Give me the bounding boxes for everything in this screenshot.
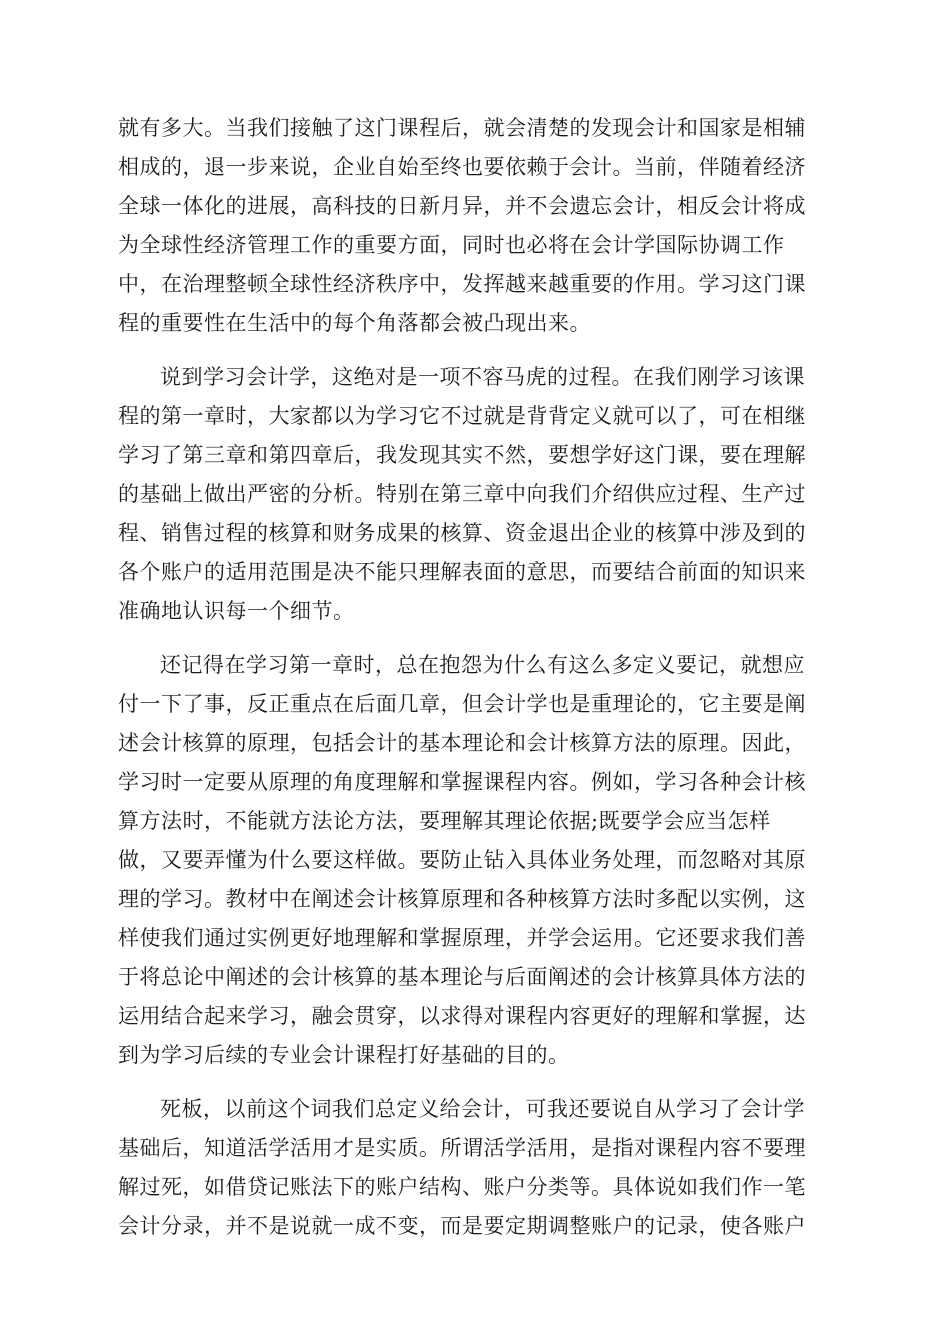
text-line: 到为学习后续的专业会计课程打好基础的目的。 [118, 1043, 570, 1067]
text-line: 全球一体化的进展，高科技的日新月异，并不会遗忘会计，相反会计将成 [118, 194, 806, 218]
text-line: 为全球性经济管理工作的重要方面，同时也必将在会计学国际协调工作 [118, 233, 785, 257]
text-line: 程的第一章时，大家都以为学习它不过就是背背定义就可以了，可在相继 [118, 404, 806, 428]
text-line: 各个账户的适用范围是决不能只理解表面的意思，而要结合前面的知识来 [118, 560, 806, 584]
text-line: 程的重要性在生活中的每个角落都会被凸现出来。 [118, 311, 591, 335]
text-line: 的基础上做出严密的分析。特别在第三章中向我们介绍供应过程、生产过 [118, 482, 806, 506]
text-line: 解过死，如借贷记账法下的账户结构、账户分类等。具体说如我们作一笔 [118, 1175, 806, 1199]
text-line: 算方法时，不能就方法论方法，要理解其理论依据;既要学会应当怎样 [118, 809, 771, 833]
text-line: 就有多大。当我们接触了这门课程后，就会清楚的发现会计和国家是相辅 [118, 116, 806, 140]
text-line: 程、销售过程的核算和财务成果的核算、资金退出企业的核算中涉及到的 [118, 521, 806, 545]
text-line: 准确地认识每一个细节。 [118, 599, 355, 623]
text-line: 中，在治理整顿全球性经济秩序中，发挥越来越重要的作用。学习这门课 [118, 272, 806, 296]
text-line: 述会计核算的原理，包括会计的基本理论和会计核算方法的原理。因此， [118, 731, 806, 755]
text-line: 付一下了事，反正重点在后面几章，但会计学也是重理论的，它主要是阐 [118, 692, 806, 716]
text-line: 学习了第三章和第四章后，我发现其实不然，要想学好这门课，要在理解 [118, 443, 806, 467]
text-line: 还记得在学习第一章时，总在抱怨为什么有这么多定义要记，就想应 [160, 653, 805, 677]
text-line: 于将总论中阐述的会计核算的基本理论与后面阐述的会计核算具体方法的 [118, 965, 806, 989]
text-line: 相成的，退一步来说，企业自始至终也要依赖于会计。当前，伴随着经济 [118, 155, 806, 179]
text-line: 说到学习会计学，这绝对是一项不容马虎的过程。在我们刚学习该课 [160, 365, 805, 389]
text-line: 样使我们通过实例更好地理解和掌握原理，并学会运用。它还要求我们善 [118, 926, 806, 950]
text-line: 死板，以前这个词我们总定义给会计，可我还要说自从学习了会计学 [160, 1097, 805, 1121]
text-line: 会计分录，并不是说就一成不变，而是要定期调整账户的记录，使各账户 [118, 1214, 806, 1238]
text-line: 基础后，知道活学活用才是实质。所谓活学活用，是指对课程内容不要理 [118, 1136, 806, 1160]
text-line: 做，又要弄懂为什么要这样做。要防止钻入具体业务处理，而忽略对其原 [118, 848, 806, 872]
text-line: 运用结合起来学习，融会贯穿，以求得对课程内容更好的理解和掌握，达 [118, 1004, 806, 1028]
text-line: 理的学习。教材中在阐述会计核算原理和各种核算方法时多配以实例，这 [118, 887, 806, 911]
text-line: 学习时一定要从原理的角度理解和掌握课程内容。例如，学习各种会计核 [118, 770, 806, 794]
